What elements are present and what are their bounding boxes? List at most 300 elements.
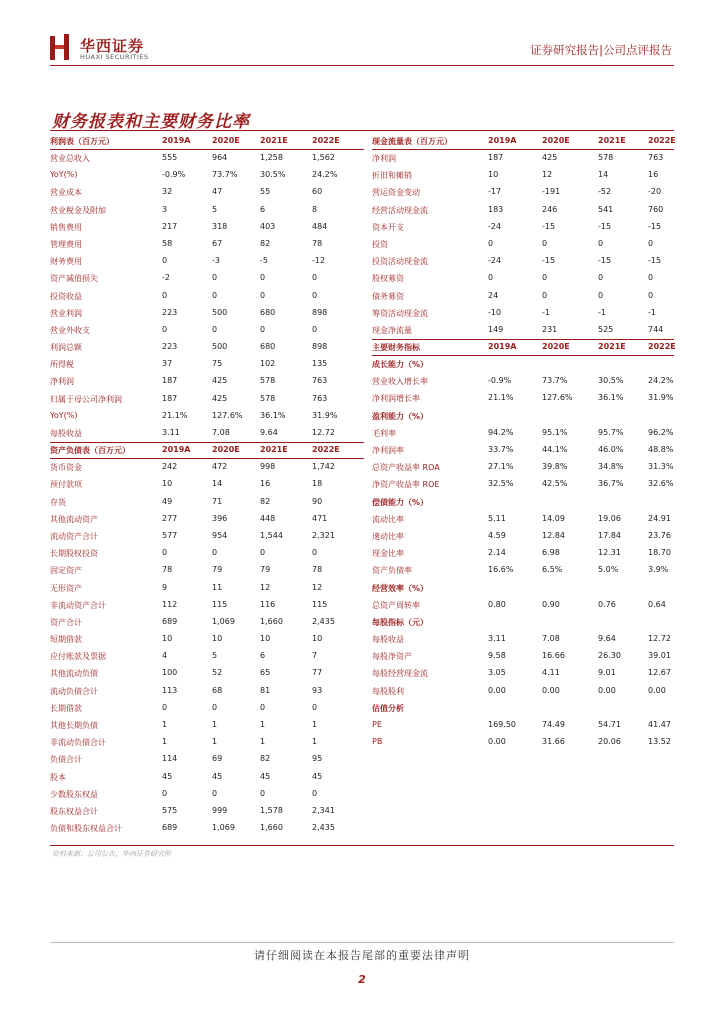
cell-value: 187: [162, 376, 178, 386]
cell-value: 12.84: [542, 530, 565, 540]
cell-value: 32.6%: [648, 479, 674, 489]
cell-value: 0: [488, 273, 494, 283]
cell-value: 95: [312, 754, 323, 764]
cell-value: 318: [212, 221, 228, 231]
cell-value: 1,578: [260, 805, 283, 815]
report-type: 证券研究报告|公司点评报告: [530, 43, 672, 57]
cell-value: 578: [598, 153, 614, 162]
table-category-row: [372, 580, 674, 597]
cell-value: 19.06: [598, 513, 621, 523]
cell-value: 44.1%: [542, 445, 568, 454]
cell-value: 5.11: [488, 513, 506, 523]
table-row: [372, 476, 674, 493]
cell-value: 763: [312, 376, 328, 386]
row-label: 营业成本: [50, 188, 82, 198]
table-header-row: [372, 134, 674, 150]
row-label: 管理费用: [50, 239, 82, 249]
cell-value: 4.59: [488, 530, 506, 540]
table-row: [50, 167, 364, 184]
cell-value: 116: [260, 599, 276, 609]
row-label: 净资产收益率 ROE: [372, 480, 440, 490]
cell-value: 112: [162, 599, 178, 609]
table-row: [50, 305, 364, 322]
cell-value: 0: [312, 324, 318, 334]
row-label: 所得税: [50, 360, 74, 370]
cell-value: 0: [648, 290, 654, 300]
cell-value: 16: [648, 170, 659, 180]
cell-value: 102: [260, 359, 276, 369]
cell-value: 2020E: [542, 136, 570, 145]
cell-value: 2,341: [312, 805, 335, 815]
cell-value: 31.9%: [312, 410, 338, 420]
cell-value: -10: [488, 307, 502, 317]
page-header: [0, 0, 724, 72]
source-note: 资料来源：公司公告，华西证券研究所: [52, 850, 171, 858]
row-label: 流动比率: [372, 514, 404, 524]
row-label: 经营活动现金流: [372, 205, 428, 215]
table-row: [50, 734, 364, 751]
table-row: [372, 425, 674, 442]
table-row: [50, 700, 364, 717]
cell-value: 187: [162, 393, 178, 403]
table-row: [372, 288, 674, 305]
cell-value: -15: [648, 221, 662, 231]
row-label: 每股指标（元）: [372, 617, 428, 627]
cell-value: 46.0%: [598, 445, 624, 454]
cell-value: 30.5%: [598, 376, 624, 386]
table-row: [372, 648, 674, 665]
row-label: 净利润增长率: [372, 394, 420, 404]
row-label: 存货: [50, 497, 66, 507]
cell-value: 24.2%: [648, 376, 674, 386]
cell-value: 1,069: [212, 823, 235, 833]
left-financial-table: [50, 134, 364, 837]
cell-value: 223: [162, 342, 178, 352]
cell-value: 115: [212, 599, 228, 609]
cell-value: 403: [260, 221, 276, 231]
cell-value: 100: [162, 668, 178, 678]
cell-value: 14.09: [542, 513, 565, 523]
cell-value: -24: [488, 256, 502, 266]
cell-value: -1: [542, 307, 550, 317]
row-label: 非流动资产合计: [50, 600, 106, 610]
table-row: [372, 683, 674, 700]
table-row: [50, 648, 364, 665]
table-row: [50, 665, 364, 682]
cell-value: 898: [312, 307, 328, 317]
cell-value: 36.1%: [260, 410, 286, 420]
table-category-row: [372, 494, 674, 511]
row-label: 盈利能力（%）: [372, 411, 429, 421]
cell-value: 763: [312, 393, 328, 403]
table-row: [372, 390, 674, 407]
row-label: 资本开支: [372, 222, 404, 232]
cell-value: 0: [648, 273, 654, 283]
cell-value: 2019A: [488, 136, 517, 145]
cell-value: 5.0%: [598, 565, 619, 575]
cell-value: 242: [162, 462, 178, 472]
cell-value: 135: [312, 359, 328, 369]
footer-divider: [50, 942, 674, 943]
cell-value: 10: [212, 634, 223, 644]
cell-value: 425: [212, 376, 228, 386]
cell-value: 7.08: [212, 428, 230, 437]
cell-value: -15: [648, 256, 662, 266]
cell-value: 2019A: [162, 445, 191, 455]
table-row: [372, 202, 674, 219]
row-label: 偿债能力（%）: [372, 497, 429, 507]
cell-value: 0: [542, 238, 548, 248]
table-row: [50, 597, 364, 614]
cell-value: 94.2%: [488, 427, 514, 437]
cell-value: 24.91: [648, 513, 671, 523]
cell-value: 27.1%: [488, 462, 514, 472]
legal-notice: 请仔细阅读在本报告尾部的重要法律声明: [254, 949, 470, 962]
table-row: [50, 356, 364, 373]
cell-value: -12: [312, 256, 326, 266]
row-label: 流动资产合计: [50, 531, 98, 541]
table-row: [372, 528, 674, 545]
cell-value: 425: [542, 153, 558, 162]
cell-value: 999: [212, 805, 228, 815]
cell-value: 0: [212, 702, 218, 712]
cell-value: 31.9%: [648, 393, 674, 403]
cell-value: 2.14: [488, 548, 506, 558]
table-row: [50, 339, 364, 356]
cell-value: 0: [212, 290, 218, 300]
row-label: 总资产周转率: [372, 600, 420, 610]
cell-value: 39.8%: [542, 462, 568, 472]
cell-value: 0: [312, 273, 318, 283]
cell-value: 9: [162, 582, 168, 592]
cell-value: 0: [260, 548, 266, 558]
row-label: 应付账款及票据: [50, 652, 106, 662]
cell-value: 0: [312, 290, 318, 300]
cell-value: 689: [162, 823, 178, 833]
cell-value: -15: [542, 256, 556, 266]
cell-value: 1: [212, 737, 218, 747]
table-header-row: [50, 134, 364, 150]
cell-value: 0: [260, 290, 266, 300]
cell-value: -5: [260, 256, 268, 266]
cell-value: 79: [212, 565, 223, 575]
row-label: 经营效率（%）: [372, 583, 429, 593]
cell-value: 11: [212, 582, 223, 592]
row-label: 现金比率: [372, 549, 404, 559]
cell-value: 2020E: [212, 136, 240, 145]
table-row: [50, 631, 364, 648]
cell-value: 1: [312, 737, 318, 747]
cell-value: 9.64: [598, 634, 616, 644]
cell-value: 3.11: [162, 428, 180, 437]
cell-value: 33.7%: [488, 445, 514, 454]
cell-value: 2022E: [648, 342, 676, 352]
row-label: 归属于母公司净利润: [50, 394, 122, 404]
table-category-row: [372, 614, 674, 631]
row-label: 投资活动现金流: [372, 257, 428, 267]
cell-value: -0.9%: [162, 170, 186, 180]
cell-value: 954: [212, 530, 228, 540]
row-label: 投资收益: [50, 291, 82, 301]
cell-value: 58: [162, 238, 173, 248]
table-row: [50, 614, 364, 631]
cell-value: 0.90: [542, 599, 560, 609]
cell-value: 2022E: [648, 136, 676, 145]
cell-value: 54.71: [598, 720, 621, 729]
cell-value: -17: [488, 187, 502, 197]
cell-value: 2,321: [312, 530, 335, 540]
cell-value: 689: [162, 616, 178, 626]
cell-value: 26.30: [598, 651, 621, 661]
cell-value: -52: [598, 187, 612, 197]
cell-value: 42.5%: [542, 479, 568, 489]
cell-value: 555: [162, 153, 178, 162]
table-row: [50, 511, 364, 528]
cell-value: 1,544: [260, 530, 283, 540]
cell-value: 0: [162, 256, 168, 266]
row-label: 负债合计: [50, 755, 82, 765]
row-label: 营运资金变动: [372, 188, 420, 198]
row-label: 净利润率: [372, 446, 404, 455]
table-header-row: [50, 442, 364, 459]
cell-value: 1: [162, 720, 168, 729]
table-row: [50, 820, 364, 837]
row-label: 财务费用: [50, 257, 82, 267]
row-label: 少数股东权益: [50, 789, 98, 799]
row-label: YoY(%): [50, 170, 78, 180]
table-row: [372, 545, 674, 562]
row-label: 主要财务指标: [372, 343, 420, 353]
cell-value: 6: [260, 204, 266, 214]
right-financial-table: [372, 134, 674, 751]
cell-value: 0: [260, 702, 266, 712]
table-row: [50, 528, 364, 545]
cell-value: 541: [598, 204, 614, 214]
cell-value: 223: [162, 307, 178, 317]
cell-value: 2019A: [162, 136, 191, 145]
cell-value: 9.01: [598, 668, 616, 678]
cell-value: 577: [162, 530, 178, 540]
cell-value: 82: [260, 754, 271, 764]
cell-value: 37: [162, 359, 173, 369]
row-label: 无形资产: [50, 583, 82, 593]
huaxi-logo-icon: [50, 34, 72, 60]
cell-value: 500: [212, 307, 228, 317]
cell-value: 24: [488, 290, 499, 300]
table-category-row: [372, 700, 674, 717]
cell-value: 187: [488, 153, 504, 162]
cell-value: 4.11: [542, 668, 560, 678]
cell-value: 67: [212, 238, 223, 248]
row-label: 总资产收益率 ROA: [372, 463, 440, 473]
row-label: 营业总收入: [50, 154, 90, 163]
cell-value: 575: [162, 805, 178, 815]
cell-value: 2022E: [312, 445, 340, 455]
row-label: 负债和股东权益合计: [50, 824, 122, 834]
row-label: 筹资活动现金流: [372, 308, 428, 318]
cell-value: 16.6%: [488, 565, 514, 575]
table-row: [50, 202, 364, 219]
row-label: 毛利率: [372, 428, 396, 438]
row-label: 每股经营现金流: [372, 669, 428, 679]
cell-value: 0: [212, 788, 218, 798]
table-row: [372, 167, 674, 184]
cell-value: 0.64: [648, 599, 666, 609]
cell-value: 90: [312, 496, 323, 506]
cell-value: 12: [542, 170, 553, 180]
cell-value: 0: [312, 548, 318, 558]
cell-value: 2021E: [260, 445, 288, 455]
row-label: 每股净资产: [372, 652, 412, 662]
cell-value: 472: [212, 462, 228, 472]
cell-value: 12: [312, 582, 323, 592]
cell-value: 32: [162, 187, 173, 197]
table-category-row: [372, 408, 674, 425]
cell-value: 31.3%: [648, 462, 674, 472]
cell-value: 82: [260, 496, 271, 506]
cell-value: 0: [260, 324, 266, 334]
cell-value: 39.01: [648, 651, 671, 661]
cell-value: 78: [312, 238, 323, 248]
cell-value: 47: [212, 187, 223, 197]
cell-value: -15: [598, 221, 612, 231]
cell-value: 500: [212, 342, 228, 352]
row-label: 货币资金: [50, 463, 82, 473]
cell-value: -1: [598, 307, 606, 317]
cell-value: 0: [542, 273, 548, 283]
cell-value: 149: [488, 324, 504, 334]
cell-value: 246: [542, 204, 558, 214]
cell-value: 10: [162, 479, 173, 489]
table-row: [50, 270, 364, 287]
cell-value: 68: [212, 685, 223, 695]
cell-value: 1,660: [260, 616, 283, 626]
cell-value: 13.52: [648, 737, 671, 747]
cell-value: 75: [212, 359, 223, 369]
cell-value: -1: [648, 307, 656, 317]
cell-value: 1,069: [212, 616, 235, 626]
cell-value: 0: [598, 273, 604, 283]
cell-value: 578: [260, 376, 276, 386]
cell-value: 0: [598, 290, 604, 300]
cell-value: 6.98: [542, 548, 560, 558]
cell-value: 1,562: [312, 153, 335, 162]
cell-value: 0: [312, 702, 318, 712]
table-row: [372, 597, 674, 614]
table-row: [372, 665, 674, 682]
cell-value: 0: [162, 548, 168, 558]
row-label: 长期股权投资: [50, 549, 98, 559]
row-label: PB: [372, 737, 383, 747]
cell-value: 36.1%: [598, 393, 624, 403]
table-row: [372, 631, 674, 648]
cell-value: 41.47: [648, 720, 671, 729]
table-row: [50, 769, 364, 786]
cell-value: 45: [162, 771, 173, 781]
cell-value: 277: [162, 513, 178, 523]
cell-value: 760: [648, 204, 664, 214]
cell-value: 81: [260, 685, 271, 695]
cell-value: 1: [312, 720, 318, 729]
cell-value: 45: [212, 771, 223, 781]
row-label: 现金流量表（百万元）: [372, 137, 452, 146]
cell-value: 0: [162, 788, 168, 798]
cell-value: 0.00: [488, 737, 506, 747]
cell-value: 680: [260, 307, 276, 317]
page-number: 2: [358, 973, 366, 986]
table-row: [50, 683, 364, 700]
cell-value: 396: [212, 513, 228, 523]
row-label: 长期借款: [50, 703, 82, 713]
cell-value: 231: [542, 324, 558, 334]
table-row: [50, 219, 364, 236]
row-label: 投资: [372, 239, 388, 249]
cell-value: 1: [260, 737, 266, 747]
cell-value: 9.58: [488, 651, 506, 661]
row-label: 净利润: [372, 154, 396, 163]
table-row: [50, 786, 364, 803]
cell-value: 60: [312, 187, 323, 197]
cell-value: 127.6%: [542, 393, 573, 403]
cell-value: 93: [312, 685, 323, 695]
row-label: 营业外收支: [50, 325, 90, 335]
cell-value: 471: [312, 513, 328, 523]
cell-value: 49: [162, 496, 173, 506]
cell-value: 0: [542, 290, 548, 300]
row-label: PE: [372, 720, 382, 729]
cell-value: 2020E: [212, 445, 240, 455]
cell-value: 998: [260, 462, 276, 472]
cell-value: 3: [162, 204, 168, 214]
row-label: 固定资产: [50, 566, 82, 576]
cell-value: 10: [162, 634, 173, 644]
cell-value: -0.9%: [488, 376, 512, 386]
table-row: [372, 219, 674, 236]
cell-value: 2021E: [260, 136, 288, 145]
cell-value: 680: [260, 342, 276, 352]
cell-value: 78: [312, 565, 323, 575]
source-divider: [50, 845, 674, 846]
cell-value: 763: [648, 153, 664, 162]
cell-value: 23.76: [648, 530, 671, 540]
cell-value: 0: [598, 238, 604, 248]
table-row: [50, 408, 364, 425]
row-label: 利润总额: [50, 343, 82, 353]
table-row: [372, 184, 674, 201]
cell-value: 48.8%: [648, 445, 674, 454]
cell-value: 0: [162, 324, 168, 334]
cell-value: 45: [312, 771, 323, 781]
cell-value: 525: [598, 324, 614, 334]
cell-value: -3: [212, 256, 220, 266]
row-label: 现金净流量: [372, 325, 412, 335]
cell-value: 115: [312, 599, 328, 609]
row-label: 净利润: [50, 377, 74, 387]
cell-value: 73.7%: [212, 170, 238, 180]
cell-value: 113: [162, 685, 178, 695]
cell-value: 169.50: [488, 720, 516, 729]
cell-value: 0: [212, 324, 218, 334]
row-label: 每股收益: [50, 429, 82, 438]
table-row: [372, 459, 674, 476]
cell-value: 0: [260, 788, 266, 798]
cell-value: -191: [542, 187, 561, 197]
cell-value: 10: [312, 634, 323, 644]
cell-value: 0.76: [598, 599, 616, 609]
table-row: [372, 150, 674, 167]
cell-value: 32.5%: [488, 479, 514, 489]
table-row: [372, 322, 674, 339]
